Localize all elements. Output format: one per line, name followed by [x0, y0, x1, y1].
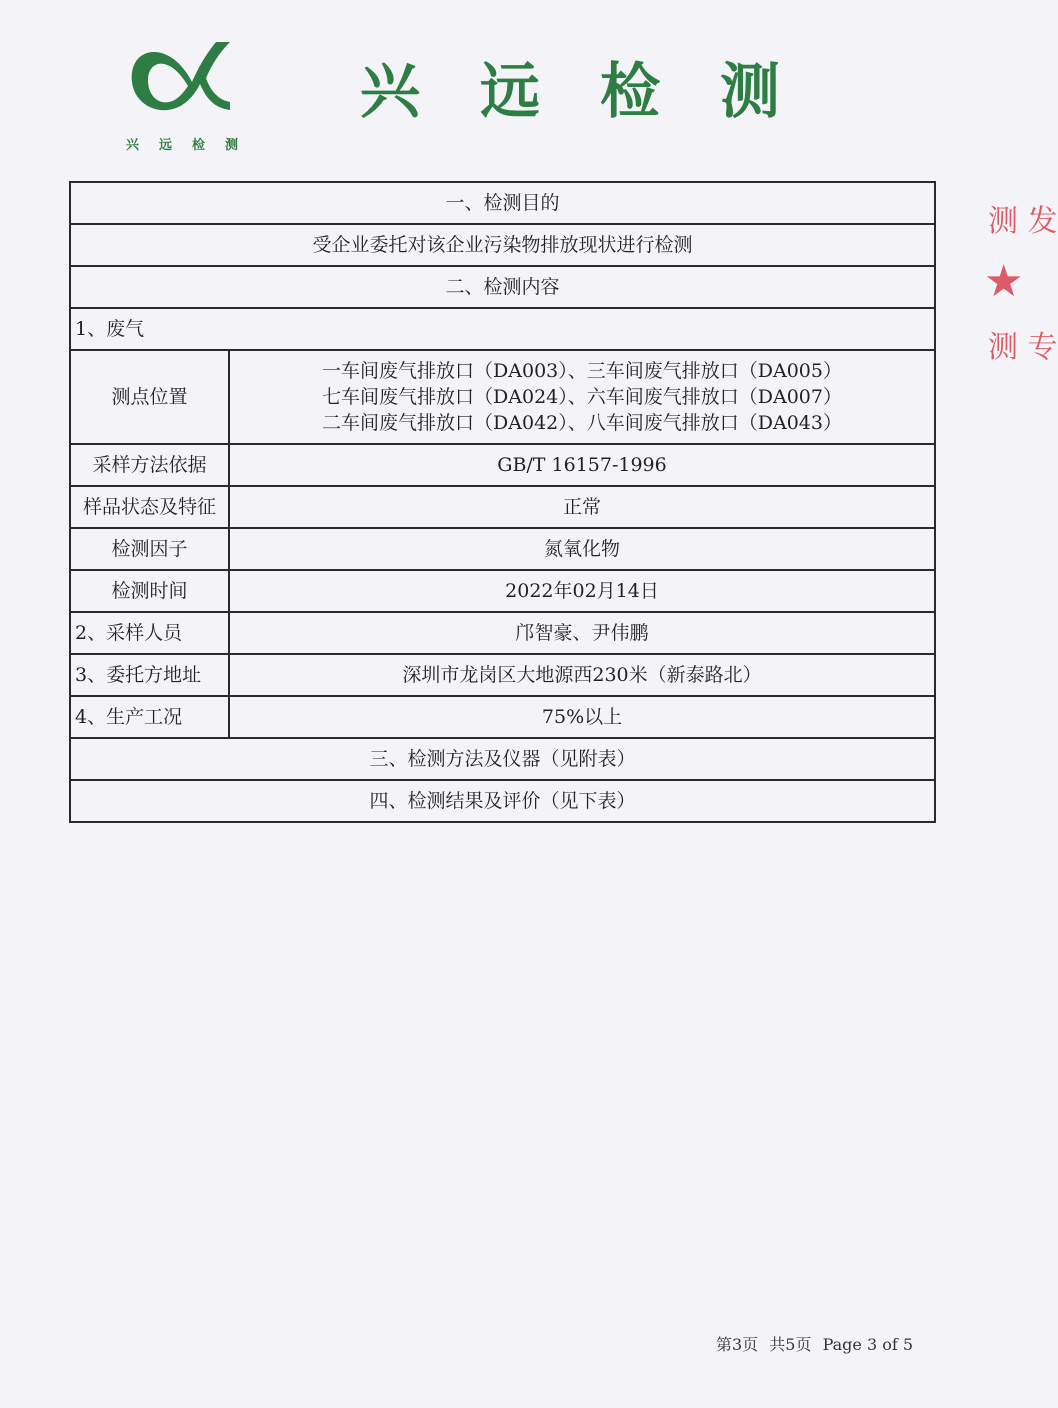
brand-title-char: 检: [600, 57, 660, 127]
purpose-text: 受企业委托对该企业污染物排放现状进行检测: [70, 224, 935, 266]
page-number-cn: 第3页: [716, 1335, 759, 1354]
sample-state-label: 样品状态及特征: [70, 486, 229, 528]
production-condition-label: 4、生产工况: [70, 696, 229, 738]
client-address-value: 深圳市龙岗区大地源西230米（新泰路北）: [229, 654, 935, 696]
location-label: 测点位置: [70, 350, 229, 444]
production-condition-value: 75%以上: [229, 696, 935, 738]
location-line: 七车间废气排放口（DA024）、六车间废气排放口（DA007）: [322, 386, 842, 408]
table-row: [70, 696, 935, 738]
factor-label: 检测因子: [70, 528, 229, 570]
logo-caption-char: 远: [158, 138, 172, 153]
client-address-label: 3、委托方地址: [70, 654, 229, 696]
table-row: [70, 182, 935, 224]
table-row: [70, 350, 935, 444]
table-row: [70, 266, 935, 308]
table-row: [70, 528, 935, 570]
subsection-exhaust-gas: 1、废气: [70, 308, 935, 350]
table-row: [70, 780, 935, 822]
page-number-en: Page 3 of 5: [822, 1335, 914, 1354]
table-row: [70, 308, 935, 350]
section-heading-purpose: 一、检测目的: [70, 182, 935, 224]
brand-title-char: 测: [720, 57, 780, 127]
section-heading-content: 二、检测内容: [70, 266, 935, 308]
sample-state-value: 正常: [229, 486, 935, 528]
table-row: [70, 738, 935, 780]
location-value: [229, 350, 935, 444]
logo-caption-char: 兴: [126, 138, 140, 153]
logo-caption-char: 检: [191, 138, 205, 153]
xingyuan-logo-icon: [126, 36, 238, 128]
samplers-value: 邝智豪、尹伟鹏: [229, 612, 935, 654]
logo-caption-char: 测: [224, 138, 238, 153]
page-indicator: [716, 1332, 919, 1355]
table-row: [70, 654, 935, 696]
brand-title: [360, 52, 780, 132]
table-row: [70, 570, 935, 612]
sampling-method-value: GB/T 16157-1996: [229, 444, 935, 486]
sampling-method-label: 采样方法依据: [70, 444, 229, 486]
brand-title-char: 兴: [360, 57, 420, 127]
section-heading-results: 四、检测结果及评价（见下表）: [70, 780, 935, 822]
factor-value: 氮氧化物: [229, 528, 935, 570]
star-icon: ★: [984, 256, 1024, 307]
test-time-value: 2022年02月14日: [229, 570, 935, 612]
stamp-top-text: 测 发: [988, 204, 1058, 239]
logo-caption: [126, 134, 238, 153]
test-time-label: 检测时间: [70, 570, 229, 612]
samplers-label: 2、采样人员: [70, 612, 229, 654]
red-seal-stamp: [980, 192, 1058, 392]
company-logo: [126, 36, 238, 160]
location-line: 二车间废气排放口（DA042）、八车间废气排放口（DA043）: [322, 412, 842, 434]
table-row: [70, 612, 935, 654]
stamp-bottom-text: 测 专: [988, 330, 1058, 365]
table-row: [70, 224, 935, 266]
location-line: 一车间废气排放口（DA003）、三车间废气排放口（DA005）: [322, 360, 842, 382]
table-row: [70, 486, 935, 528]
brand-title-char: 远: [480, 57, 540, 127]
report-table: [69, 181, 936, 823]
section-heading-methods: 三、检测方法及仪器（见附表）: [70, 738, 935, 780]
page-total-cn: 共5页: [769, 1335, 812, 1354]
table-row: [70, 444, 935, 486]
